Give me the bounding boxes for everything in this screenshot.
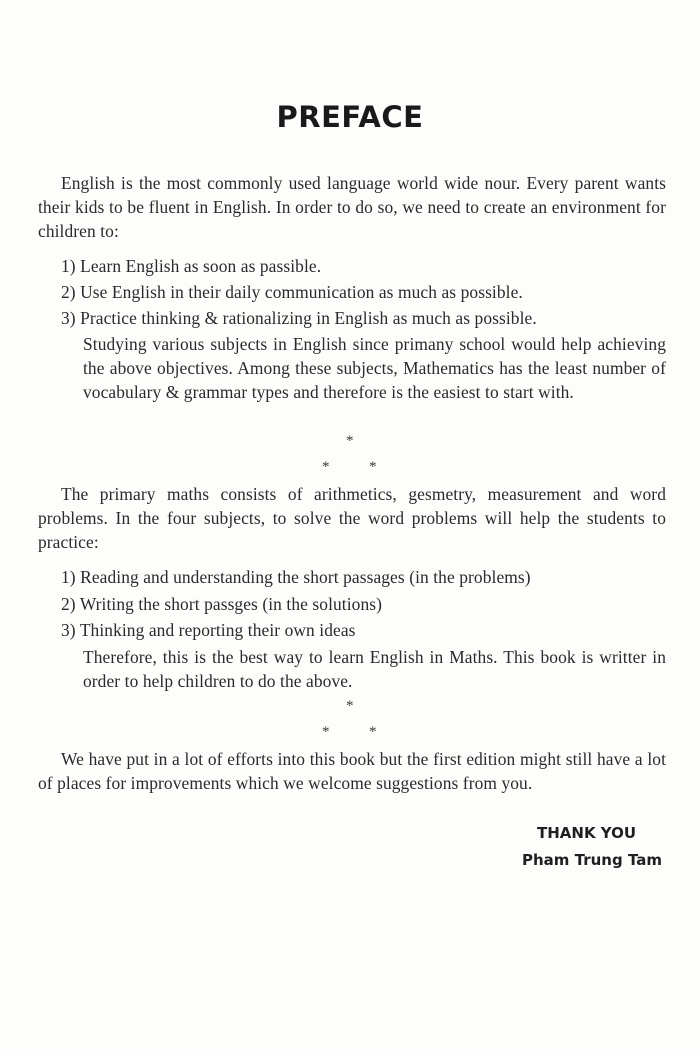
list1-item-1: 1) Learn English as soon as passible.	[61, 256, 322, 276]
thank-you-signoff: THANK YOU	[537, 824, 637, 842]
list2-item-1: 1) Reading and understanding the short passages (in the problems)	[61, 567, 531, 587]
separator-star-1: *	[346, 433, 354, 449]
page-title: PREFACE	[276, 100, 424, 134]
list2-item-3: 3) Thinking and reporting their own ideas	[61, 620, 356, 640]
separator-star-3: *	[369, 459, 377, 475]
list2-item-2: 2) Writing the short passges (in the solutions)	[61, 594, 383, 614]
separator-star-2: *	[322, 459, 330, 475]
author-name: Pham Trung Tam	[522, 851, 662, 869]
separator-star-5: *	[322, 724, 330, 740]
closing-paragraph: We have put in a lot of efforts into this book but the first edition might still have a lot of places for improvements which we welcome suggestions from you.	[38, 749, 666, 793]
list1-item-2: 2) Use English in their daily communication as much as possible.	[61, 282, 523, 302]
list2-note-paragraph: Therefore, this is the best way to learn English in Maths. This book is writter in order to help children to do the above.	[83, 647, 666, 691]
list1-note-paragraph: Studying various subjects in English since primany school would help achieving the above objectives. Among these subjects, Mathematics has the least number of vocabulary & grammar types and therefore is the easiest to start with.	[83, 334, 666, 402]
intro-paragraph: English is the most commonly used language world wide nour. Every parent wants their kids to be fluent in English. In order to do so, we need to create an environment for children to:	[38, 173, 666, 241]
maths-paragraph: The primary maths consists of arithmetics, gesmetry, measurement and word problems. In the four subjects, to solve the word problems will help the students to practice:	[38, 484, 666, 552]
separator-star-6: *	[369, 724, 377, 740]
list1-item-3: 3) Practice thinking & rationalizing in English as much as possible.	[61, 308, 537, 328]
separator-star-4: *	[346, 698, 354, 714]
